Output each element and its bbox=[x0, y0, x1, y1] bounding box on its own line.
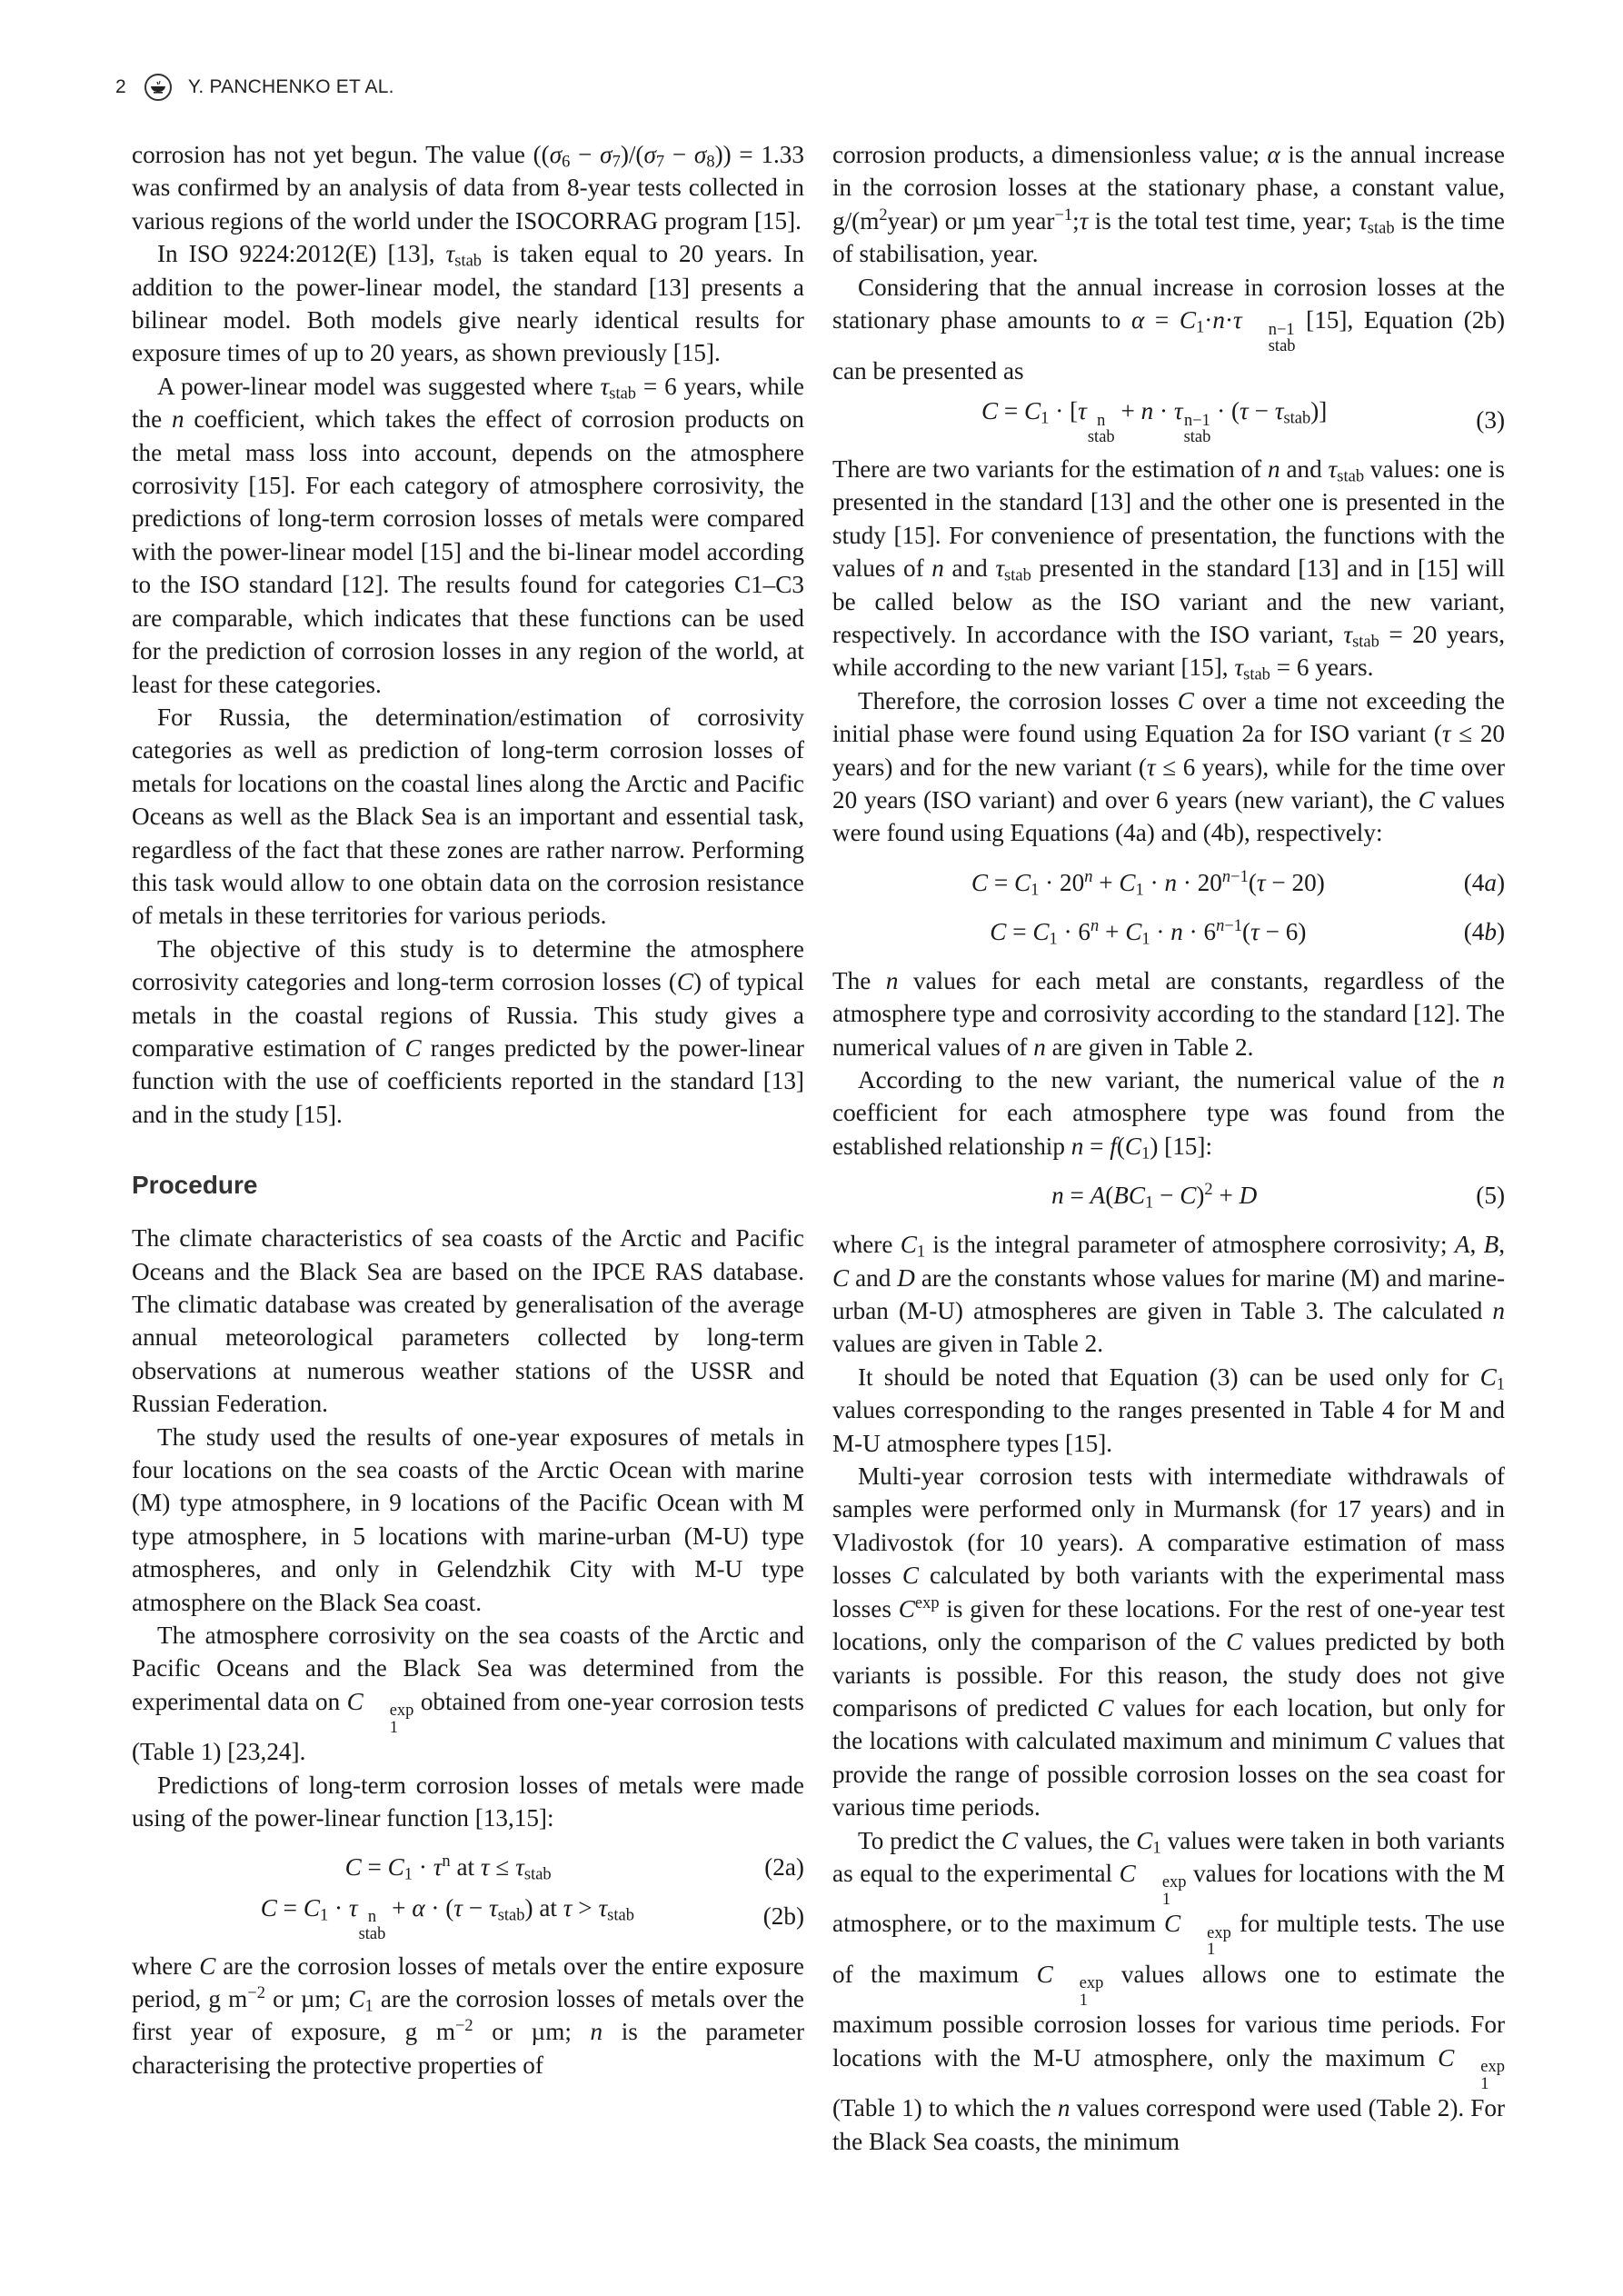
equation-3 bbox=[832, 397, 1505, 446]
paragraph: The climate characteristics of sea coasts of the Arctic and Pacific Oceans and the Black Sea are based on the IPCE RAS database. The climatic database was created by generalisation of the average annual meteorological parameters collected by long-term observations at numerous weather stations of the USSR and Russian Federation. bbox=[132, 1224, 804, 1418]
paragraph: corrosion products, a dimensionless value; α is the annual increase in the corrosion losses at the stationary phase, a constant value, $g/(m^2year)$ or µm year$^{-1}$;τ is the total test time, year; $\tau_{stab}$ is the time of stabilisation, year. bbox=[832, 141, 1506, 268]
equation-body: $n = A(BC_1 - C)^2 + D$ bbox=[1051, 1179, 1258, 1212]
paragraph: The objective of this study is to determine the atmosphere corrosivity categories and long-term corrosion losses (C) of typical metals in the coastal regions of Russia. This study gives a comparative estimation of C ranges predicted by the power-linear function with the use of coefficients reported in the standard [13] and in the study [15]. bbox=[132, 934, 804, 1128]
paragraph: To predict the C values, the $C_1$ values were taken in both variants as equal to the experimental C exp 1 values for locations with the M atmosphere, or to the maximum C exp 1 for multiple tests. The use of the maximum C exp 1 values allows one to estimate the maximum possible corrosion losses for various time periods. For locations with the M-U atmosphere, only the maximum C exp 1 (Table 1) to which the n values correspond were used (Table 2). For the Black Sea coasts, the minimum bbox=[832, 1826, 1506, 2155]
paragraph: The atmosphere corrosivity on the sea coasts of the Arctic and Pacific Oceans and the Black Sea was determined from the experimental data on C exp 1 obtained from one-year corrosion tests (Table 1) [23,24]. bbox=[132, 1622, 804, 1766]
paragraph: Multi-year corrosion tests with intermediate withdrawals of samples were performed only in Murmansk (for 17 years) and in Vladivostok (for 10 years). A comparative estimation of mass losses C calculated by both variants with the experimental mass losses $C^{exp}$ is given for these locations. For the rest of one-year test locations, only the comparison of the C values predicted by both variants is possible. For this reason, the study does not give comparisons of predicted C values for each location, but only for the locations with calculated maximum and minimum C values that provide the range of possible corrosion losses on the sea coast for various time periods. bbox=[832, 1462, 1505, 1822]
section-heading-procedure: Procedure bbox=[132, 1171, 258, 1200]
equation-4b bbox=[832, 915, 1505, 948]
equation-body: $C = C_1 \cdot 6^n + C_1 \cdot n \cdot 6^{n-1}(\tau - 6)$ bbox=[990, 915, 1307, 948]
equation-number: (4a) bbox=[1463, 868, 1505, 896]
paragraph: Therefore, the corrosion losses C over a time not exceeding the initial phase were found using Equation 2a for ISO variant (τ ≤ 20 years) and for the new variant (τ ≤ 6 years), while for the time over 20 years (ISO variant) and over 6 years (new variant), the C values were found using Equations (4a) and (4b), respectively: bbox=[832, 686, 1506, 847]
equation-number: (4b) bbox=[1463, 917, 1505, 945]
equation-2a bbox=[132, 1852, 804, 1884]
equation-4a bbox=[832, 866, 1505, 899]
left-column bbox=[132, 138, 804, 2081]
running-head-authors: Y. PANCHENKO ET AL. bbox=[187, 76, 394, 97]
paragraph: There are two variants for the estimation of n and $\tau_{stab}$ values: one is presented in the standard [13] and the other one is presented in the study [15]. For convenience of presentation, the functions with the values of n and $\tau_{stab}$ presented in the standard [13] and in [15] will be called below as the ISO variant and the new variant, respectively. In accordance with the ISO variant, $\tau_{stab} = 20$ years, while according to the new variant [15], $\tau_{stab} = 6$ years. bbox=[832, 454, 1506, 684]
equation-number: (2a) bbox=[764, 1853, 804, 1882]
equation-body: $C = C_1 \cdot 20^n + C_1 \cdot n \cdot 20^{n-1}(\tau - 20)$ bbox=[971, 866, 1325, 899]
paragraph: For Russia, the determination/estimation of corrosivity categories as well as prediction of long-term corrosion losses of metals for locations on the coastal lines along the Arctic and Pacific Oceans as well as the Black Sea is an important and essential task, regardless of the fact that these zones are rather narrow. Performing this task would allow to one obtain data on the corrosion resistance of metals in these territories for various periods. bbox=[132, 703, 804, 930]
equation-5 bbox=[832, 1179, 1505, 1212]
equation-body: $C = C_1 \cdot \tau^n$ at $\tau \le \tau_{stab}$ bbox=[344, 1852, 552, 1883]
paragraph: The n values for each metal are constants, regardless of the atmosphere type and corrosivity according to the standard [12]. The numerical values of n are given in Table 2. bbox=[832, 966, 1505, 1061]
paragraph: According to the new variant, the numerical value of the n coefficient for each atmosphere type was found from the established relationship $n = f(C_1)$ [15]: bbox=[832, 1066, 1505, 1163]
equation-number: (2b) bbox=[762, 1902, 804, 1931]
paragraph: where C are the corrosion losses of metals over the entire exposure period, g $m^{-2}$ or µm; $C_1$ are the corrosion losses of metals over the first year of exposure, g $m^{-2}$ or µm; n is the parameter characterising the protective properties of bbox=[132, 1952, 805, 2079]
paragraph: Predictions of long-term corrosion losses of metals were made using of the power-linear function [13,15]: bbox=[132, 1771, 804, 1832]
paragraph: Considering that the annual increase in corrosion losses at the stationary phase amounts to $\alpha = C_1\cdot n\cdot\tau$ n−1 stab [15], Equation (2b) can be presented as bbox=[832, 273, 1505, 384]
equation-body: $C = C_1 \cdot \tau$ n stab + $\alpha \cdot (\tau - \tau_{stab})$ at $\tau > \tau_{stab}$ bbox=[260, 1893, 634, 1942]
paragraph: where $C_1$ is the integral parameter of atmosphere corrosivity; A, B, C and D are the constants whose values for marine (M) and marine-urban (M-U) atmospheres are given in Table 3. The calculated n values are given in Table 2. bbox=[832, 1231, 1505, 1358]
paragraph: It should be noted that Equation (3) can be used only for $C_1$ values corresponding to the ranges presented in Table 4 for M and M-U atmosphere types [15]. bbox=[832, 1363, 1505, 1457]
equation-number: (3) bbox=[1476, 405, 1505, 434]
publisher-lamp-icon bbox=[144, 74, 172, 101]
paragraph: In ISO 9224:2012(E) [13], $\tau_{stab}$ is taken equal to 20 years. In addition to the power-linear model, the standard [13] presents a bilinear model. Both models give nearly identical results for exposure times of up to 20 years, as shown previously [15]. bbox=[132, 240, 804, 367]
equation-number: (5) bbox=[1476, 1182, 1505, 1210]
paragraph: A power-linear model was suggested where $\tau_{stab} = 6$ years, while the n coefficient, which takes the effect of corrosion products on the metal mass loss into account, depends on the atmosphere corrosivity [15]. For each category of atmosphere corrosivity, the predictions of long-term corrosion losses of metals were compared with the power-linear model [15] and the bi-linear model according to the ISO standard [12]. The results found for categories C1–C3 are comparable, which indicates that these functions can be used for the prediction of corrosion losses in any region of the world, at least for these categories. bbox=[132, 372, 804, 698]
equation-2b bbox=[132, 1893, 804, 1942]
right-column bbox=[832, 138, 1505, 2158]
paragraph: The study used the results of one-year exposures of metals in four locations on the sea coasts of the Arctic Ocean with marine (M) type atmosphere, in 9 locations of the Pacific Ocean with M type atmosphere, in 5 locations with marine-urban (M-U) type atmospheres, and only in Gelendzhik City with M-U type atmosphere on the Black Sea coast. bbox=[132, 1423, 804, 1616]
paragraph: corrosion has not yet begun. The value $((\sigma_6 - \sigma_7)/(\sigma_7 - \sigma_8)) = 1.33$ was confirmed by an analysis of data from 8-year tests collected in various regions of the world under the ISOCORRAG program [15]. bbox=[132, 141, 804, 235]
running-header bbox=[115, 69, 394, 105]
page-number: 2 bbox=[115, 76, 126, 97]
equation-body: $C = C_1 \cdot [\tau$ n stab + n · τ n−1 stab · $(\tau - \tau_{stab})$] bbox=[981, 397, 1328, 446]
